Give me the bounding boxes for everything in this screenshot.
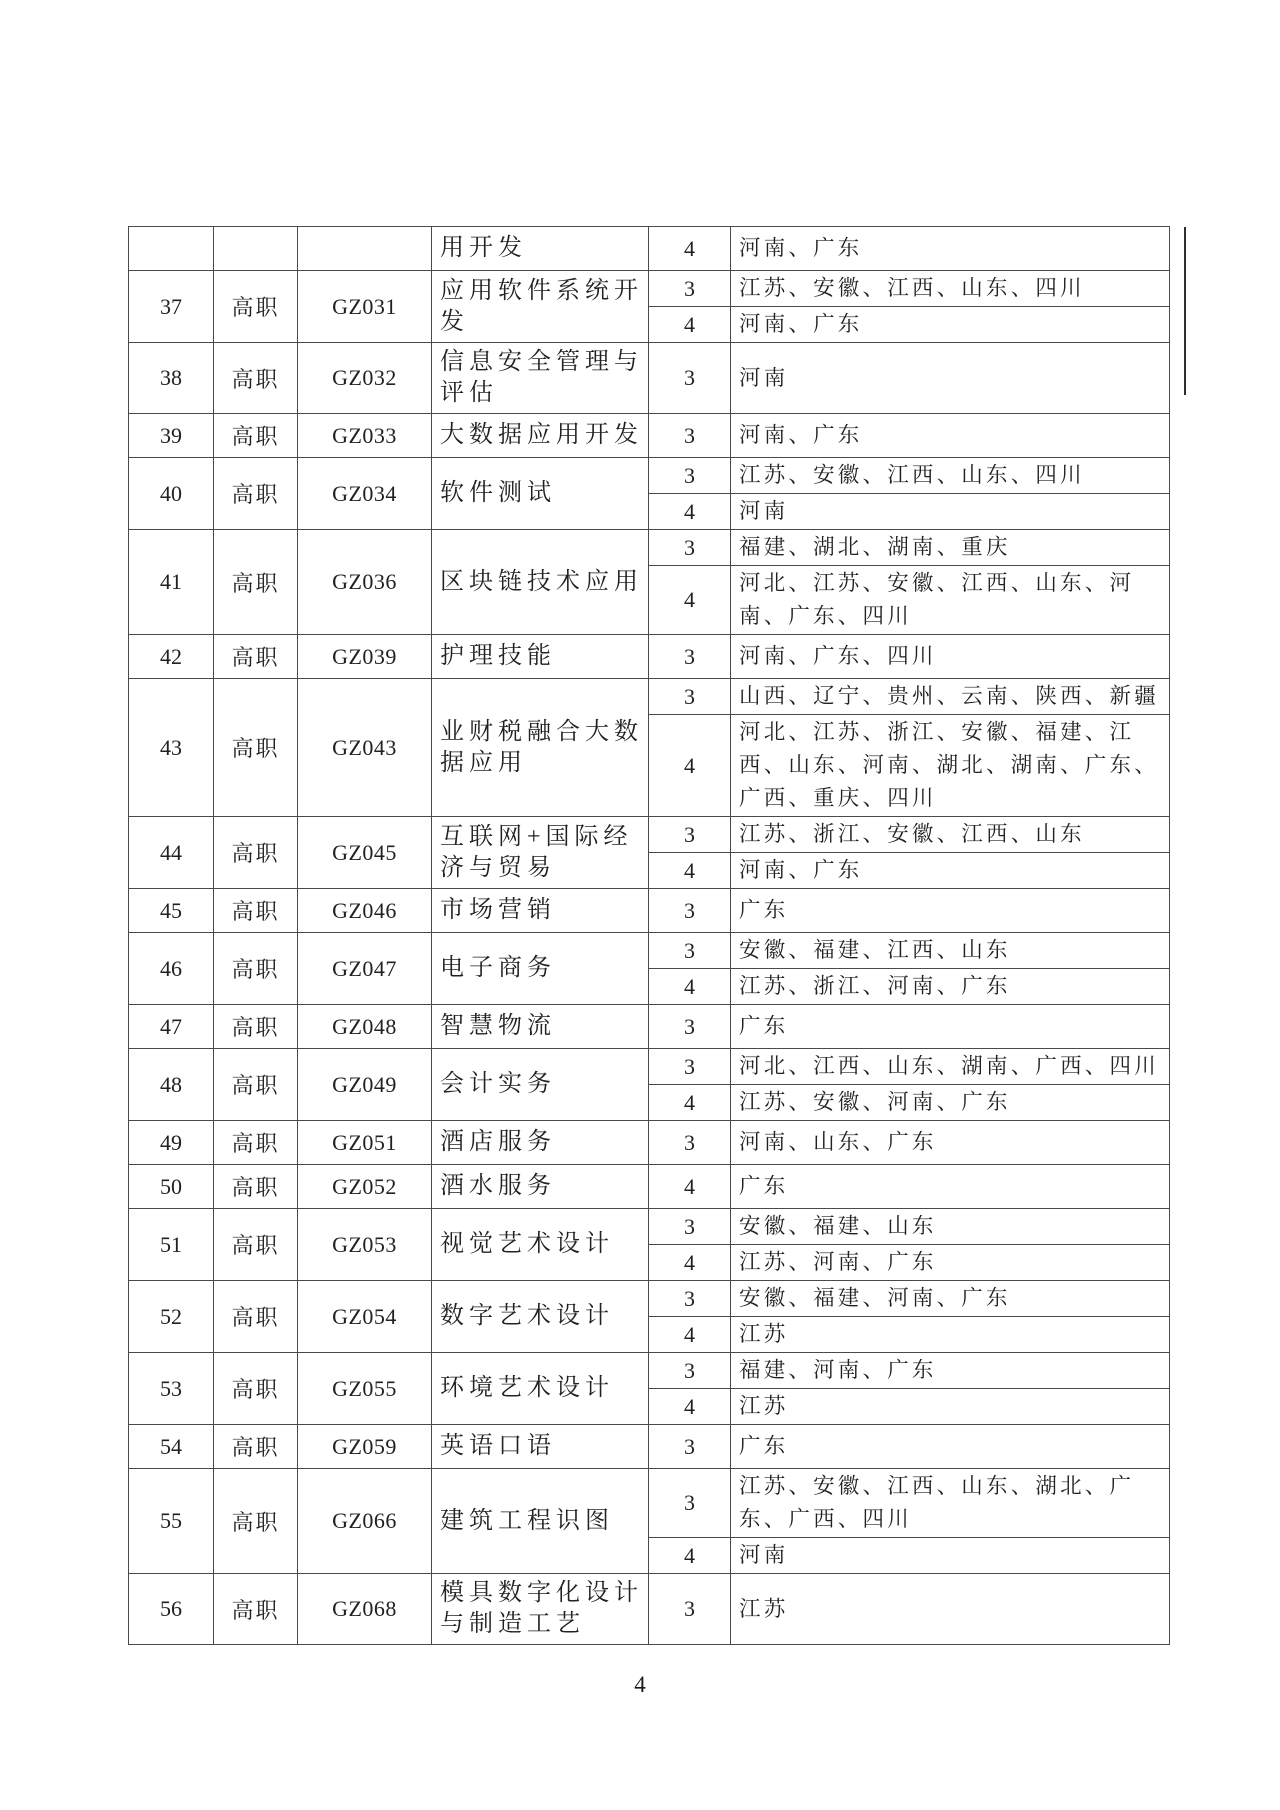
event-name-cell: 信息安全管理与评估 (432, 343, 649, 414)
table-row (129, 1049, 1170, 1085)
event-code-cell: GZ036 (298, 530, 432, 635)
table-row (129, 414, 1170, 458)
provinces-cell: 河南、广东 (731, 853, 1170, 889)
competition-schedule-table (128, 226, 1170, 1645)
provinces-cell: 江苏、安徽、江西、山东、湖北、广东、广西、四川 (731, 1469, 1170, 1538)
provinces-cell: 江苏 (731, 1317, 1170, 1353)
group-cell: 4 (649, 1165, 731, 1209)
category-cell: 高职 (214, 817, 298, 889)
group-cell: 3 (649, 817, 731, 853)
group-cell: 4 (649, 307, 731, 343)
provinces-cell: 江苏 (731, 1574, 1170, 1645)
event-name-cell: 模具数字化设计与制造工艺 (432, 1574, 649, 1645)
provinces-cell: 河北、江西、山东、湖南、广西、四川 (731, 1049, 1170, 1085)
event-code-cell: GZ039 (298, 635, 432, 679)
page-number: 4 (634, 1672, 646, 1697)
table-row (129, 1353, 1170, 1389)
row-number-cell: 46 (129, 933, 214, 1005)
provinces-cell: 山西、辽宁、贵州、云南、陕西、新疆 (731, 679, 1170, 715)
row-number-cell: 44 (129, 817, 214, 889)
event-code-cell: GZ048 (298, 1005, 432, 1049)
provinces-cell: 广东 (731, 889, 1170, 933)
category-cell: 高职 (214, 679, 298, 817)
event-code-cell: GZ054 (298, 1281, 432, 1353)
event-code-cell: GZ052 (298, 1165, 432, 1209)
category-cell: 高职 (214, 1209, 298, 1281)
table-row (129, 1425, 1170, 1469)
event-name-cell: 酒店服务 (432, 1121, 649, 1165)
event-name-cell: 建筑工程识图 (432, 1469, 649, 1574)
event-name-cell: 视觉艺术设计 (432, 1209, 649, 1281)
row-number-cell: 53 (129, 1353, 214, 1425)
provinces-cell: 江苏、安徽、河南、广东 (731, 1085, 1170, 1121)
provinces-cell: 河南、广东 (731, 414, 1170, 458)
provinces-cell: 河南、山东、广东 (731, 1121, 1170, 1165)
row-number-cell: 41 (129, 530, 214, 635)
provinces-cell: 广东 (731, 1425, 1170, 1469)
group-cell: 4 (649, 1245, 731, 1281)
event-name-cell: 英语口语 (432, 1425, 649, 1469)
event-code-cell: GZ032 (298, 343, 432, 414)
event-code-cell: GZ053 (298, 1209, 432, 1281)
row-number-cell: 48 (129, 1049, 214, 1121)
group-cell: 3 (649, 1005, 731, 1049)
provinces-cell: 江苏 (731, 1389, 1170, 1425)
group-cell: 3 (649, 414, 731, 458)
category-cell: 高职 (214, 1574, 298, 1645)
category-cell: 高职 (214, 1049, 298, 1121)
event-name-cell: 应用软件系统开发 (432, 271, 649, 343)
category-cell: 高职 (214, 1281, 298, 1353)
group-cell: 3 (649, 458, 731, 494)
table-row (129, 530, 1170, 566)
provinces-cell: 河北、江苏、浙江、安徽、福建、江西、山东、河南、湖北、湖南、广东、广西、重庆、四川 (731, 715, 1170, 817)
provinces-cell: 江苏、河南、广东 (731, 1245, 1170, 1281)
row-number-cell: 43 (129, 679, 214, 817)
group-cell: 3 (649, 1353, 731, 1389)
group-cell: 3 (649, 1281, 731, 1317)
table-row (129, 635, 1170, 679)
row-number-cell: 52 (129, 1281, 214, 1353)
event-name-cell: 环境艺术设计 (432, 1353, 649, 1425)
provinces-cell: 江苏、浙江、河南、广东 (731, 969, 1170, 1005)
provinces-cell: 江苏、安徽、江西、山东、四川 (731, 271, 1170, 307)
row-number-cell: 45 (129, 889, 214, 933)
provinces-cell: 安徽、福建、山东 (731, 1209, 1170, 1245)
event-name-cell: 互联网+国际经济与贸易 (432, 817, 649, 889)
category-cell: 高职 (214, 1165, 298, 1209)
category-cell: 高职 (214, 1005, 298, 1049)
row-number-cell: 50 (129, 1165, 214, 1209)
table-row (129, 458, 1170, 494)
table-row (129, 1574, 1170, 1645)
event-code-cell: GZ066 (298, 1469, 432, 1574)
group-cell: 3 (649, 933, 731, 969)
group-cell: 3 (649, 1209, 731, 1245)
event-code-cell: GZ051 (298, 1121, 432, 1165)
revision-change-bar (1184, 227, 1186, 395)
category-cell: 高职 (214, 635, 298, 679)
table-row (129, 1209, 1170, 1245)
row-number-cell: 42 (129, 635, 214, 679)
event-code-cell: GZ033 (298, 414, 432, 458)
group-cell: 4 (649, 969, 731, 1005)
group-cell: 3 (649, 1469, 731, 1538)
row-number-cell: 51 (129, 1209, 214, 1281)
row-number-cell: 56 (129, 1574, 214, 1645)
group-cell: 4 (649, 853, 731, 889)
group-cell: 3 (649, 1121, 731, 1165)
table-row (129, 933, 1170, 969)
provinces-cell: 河南、广东 (731, 227, 1170, 271)
event-name-cell: 会计实务 (432, 1049, 649, 1121)
group-cell: 3 (649, 271, 731, 307)
row-number-cell: 37 (129, 271, 214, 343)
row-number-cell: 39 (129, 414, 214, 458)
category-cell (214, 227, 298, 271)
provinces-cell: 江苏、安徽、江西、山东、四川 (731, 458, 1170, 494)
group-cell: 3 (649, 530, 731, 566)
category-cell: 高职 (214, 1121, 298, 1165)
group-cell: 4 (649, 1317, 731, 1353)
category-cell: 高职 (214, 271, 298, 343)
category-cell: 高职 (214, 1353, 298, 1425)
provinces-cell: 河北、江苏、安徽、江西、山东、河南、广东、四川 (731, 566, 1170, 635)
event-code-cell (298, 227, 432, 271)
category-cell: 高职 (214, 414, 298, 458)
provinces-cell: 福建、湖北、湖南、重庆 (731, 530, 1170, 566)
event-code-cell: GZ068 (298, 1574, 432, 1645)
row-number-cell: 38 (129, 343, 214, 414)
event-name-cell: 大数据应用开发 (432, 414, 649, 458)
table-row (129, 817, 1170, 853)
event-code-cell: GZ055 (298, 1353, 432, 1425)
group-cell: 4 (649, 494, 731, 530)
event-code-cell: GZ034 (298, 458, 432, 530)
group-cell: 3 (649, 679, 731, 715)
group-cell: 4 (649, 1085, 731, 1121)
event-code-cell: GZ043 (298, 679, 432, 817)
event-name-cell: 数字艺术设计 (432, 1281, 649, 1353)
event-code-cell: GZ049 (298, 1049, 432, 1121)
group-cell: 3 (649, 1574, 731, 1645)
group-cell: 3 (649, 343, 731, 414)
category-cell: 高职 (214, 530, 298, 635)
category-cell: 高职 (214, 889, 298, 933)
row-number-cell: 47 (129, 1005, 214, 1049)
provinces-cell: 河南 (731, 343, 1170, 414)
table-row (129, 889, 1170, 933)
table-row (129, 1281, 1170, 1317)
group-cell: 3 (649, 889, 731, 933)
event-name-cell: 电子商务 (432, 933, 649, 1005)
table-row (129, 1165, 1170, 1209)
category-cell: 高职 (214, 1469, 298, 1574)
event-code-cell: GZ047 (298, 933, 432, 1005)
table-row (129, 1469, 1170, 1538)
table-row (129, 271, 1170, 307)
group-cell: 3 (649, 1425, 731, 1469)
provinces-cell: 安徽、福建、江西、山东 (731, 933, 1170, 969)
event-name-cell: 区块链技术应用 (432, 530, 649, 635)
event-code-cell: GZ031 (298, 271, 432, 343)
table-row (129, 1005, 1170, 1049)
event-name-cell: 市场营销 (432, 889, 649, 933)
category-cell: 高职 (214, 933, 298, 1005)
event-code-cell: GZ046 (298, 889, 432, 933)
event-name-cell: 用开发 (432, 227, 649, 271)
provinces-cell: 河南 (731, 1538, 1170, 1574)
table-row (129, 227, 1170, 271)
event-code-cell: GZ059 (298, 1425, 432, 1469)
group-cell: 4 (649, 566, 731, 635)
row-number-cell (129, 227, 214, 271)
provinces-cell: 河南 (731, 494, 1170, 530)
provinces-cell: 河南、广东 (731, 307, 1170, 343)
provinces-cell: 广东 (731, 1005, 1170, 1049)
provinces-cell: 河南、广东、四川 (731, 635, 1170, 679)
row-number-cell: 55 (129, 1469, 214, 1574)
event-name-cell: 业财税融合大数据应用 (432, 679, 649, 817)
group-cell: 3 (649, 635, 731, 679)
group-cell: 4 (649, 227, 731, 271)
table-row (129, 343, 1170, 414)
row-number-cell: 40 (129, 458, 214, 530)
group-cell: 3 (649, 1049, 731, 1085)
group-cell: 4 (649, 715, 731, 817)
category-cell: 高职 (214, 1425, 298, 1469)
event-name-cell: 酒水服务 (432, 1165, 649, 1209)
table-row (129, 1121, 1170, 1165)
event-name-cell: 护理技能 (432, 635, 649, 679)
row-number-cell: 49 (129, 1121, 214, 1165)
table-row (129, 679, 1170, 715)
provinces-cell: 江苏、浙江、安徽、江西、山东 (731, 817, 1170, 853)
event-name-cell: 智慧物流 (432, 1005, 649, 1049)
category-cell: 高职 (214, 458, 298, 530)
competition-table-body (129, 227, 1170, 1645)
provinces-cell: 福建、河南、广东 (731, 1353, 1170, 1389)
row-number-cell: 54 (129, 1425, 214, 1469)
event-name-cell: 软件测试 (432, 458, 649, 530)
group-cell: 4 (649, 1389, 731, 1425)
provinces-cell: 安徽、福建、河南、广东 (731, 1281, 1170, 1317)
category-cell: 高职 (214, 343, 298, 414)
group-cell: 4 (649, 1538, 731, 1574)
event-code-cell: GZ045 (298, 817, 432, 889)
provinces-cell: 广东 (731, 1165, 1170, 1209)
